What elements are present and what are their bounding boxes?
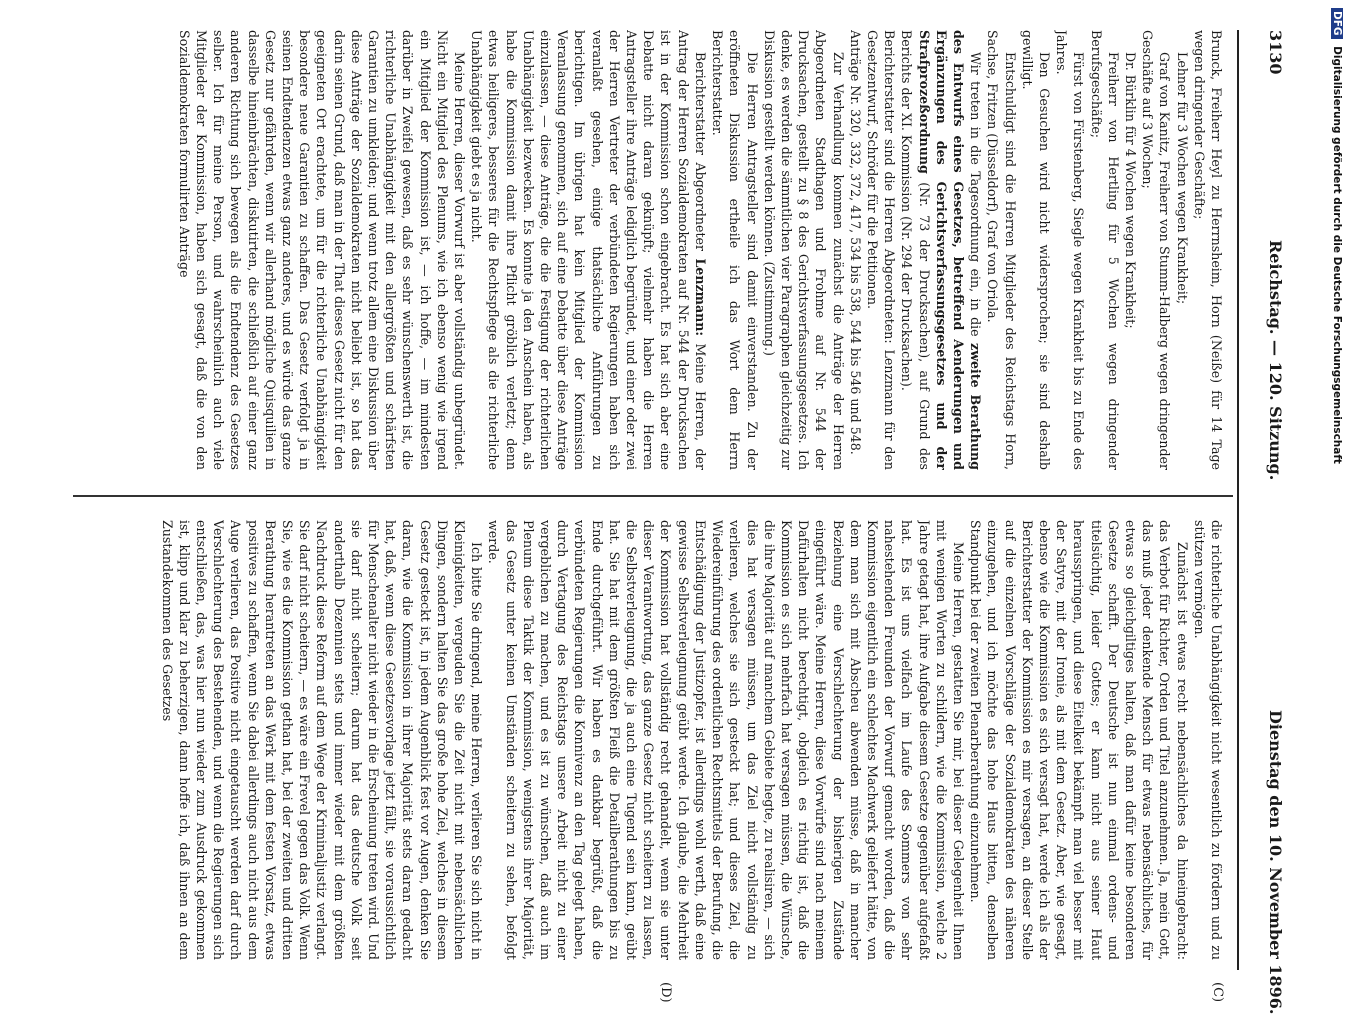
paragraph: Zunächst ist etwas recht nebensächliches da hineingebracht: das Verbot für Richter, Orden und Titel anzunehmen. Ja, mein Gott, das muß jeder denkende Mensch für etwas nebensächliches, für etwas so gleichgiltiges halten, daß man dafür keine besonderen Gesetze schafft. Der Deutsche ist nun einmal ordens- und titelsüchtig, leider Gottes; er kann nicht aus seiner Haut herausspringen, und diese Eitelkeit bekämpft man viel besser mit der Satyre, mit der Ironie, als mit dem Gesetz. Aber, wie gesagt, ebenso wie die Kommission es sich versagt hat, werde ich als der Berichterstatter der Kommission es mir versagen, an dieser Stelle auf die einzelnen Vorschläge der Sozialdemokraten des näheren einzugehen, und ich möchte das hohe Haus bitten, denselben Standpunkt bei der zweiten Plenarberathung einzunehmen. [968,520,1190,960]
paragraph: Die Herren Antragsteller sind damit einverstanden. Zu der eröffneten Diskussion ertheile ich das Wort dem Herrn Berichterstatter. [710,30,760,470]
agenda-tail: (Nr. 73 der Drucksachen), auf Grund des Berichts der XI. Kommission (Nr. 294 der Drucksachen). [899,30,932,470]
leave-entry: Dr. Bürklin für 4 Wochen wegen Krankheit; [1122,52,1138,329]
paragraph: Den Gesuchen wird nicht widersprochen; sie sind deshalb gewilligt. [1019,30,1052,470]
right-column [115,520,1225,960]
paragraph: Zur Verhandlung kommen zunächst die Anträge der Herren Abgeordneten Stadthagen und Frohme auf Nr. 544 der Drucksachen, gestellt zu § 8 des Gerichtsverfassungsgesetzes. Ich denke, es werden die sämmtlichen vier Paragraphen gleichzeitig zur Diskussion gestellt werden können. (Zustimmung.) [761,30,846,470]
leave-entry: Brunck, Freiherr Heyl zu Herrnsheim, Horn (Neiße) für 14 Tage wegen dringender Geschäfte; [1191,30,1224,470]
speaker-name: Lenzmann: [692,258,708,337]
agenda-lead: Wir treten in die Tagesordnung ein, in die [968,52,984,337]
paragraph: Ich bitte Sie dringend, meine Herren, verlieren Sie sich nicht in Kleinigkeiten, vergeuden Sie die Zeit nicht mit nebensächlichen Dingen, sondern halten Sie das große hohe Ziel, welches in diesem Gesetz gesteckt ist, in jedem Augenblick fest vor Augen, denken Sie daran, wie die Kommission in ihrer Majorität stets daran gedacht hat, daß, wenn diese Gesetzesvorlage jetzt fällt, sie voraussichtlich für Menschenalter nicht wieder in die Erscheinung treten wird. Und sie darf nicht scheitern; darum hat das deutsche Volk seit anderthalb Dezennien stets und immer wieder mit dem größten Nachdruck diese Reform auf dem Wege der Kriminaljustiz verlangt. Sie darf nicht scheitern, — es wäre ein Frevel gegen das Volk. Wenn Sie, wie es die Kommission gethan hat, bei der zweiten und dritten Berathung herantreten an das Werk mit dem festen Vorsatz, etwas positives zu schaffen, wenn Sie dabei allerdings auch nicht aus dem Auge verlieren, das Positive nicht eingetauscht werden darf durch Verschlechterung des Bestehenden, und wenn die Regierungen sich entschließen, das, was hier nun wieder zum Ausdruck gekommen ist, klipp und klar zu beherzigen, dann hoffe ich, daß ihnen an dem Zustandekommen des Gesetzes [159,520,485,960]
rotated-page [65,30,1285,1014]
header-rule [1237,30,1239,970]
paragraph: Meine Herren, gestatten Sie mir, bei dieser Gelegenheit Ihnen mit wenigen Worten zu schildern, wie die Kommission, welche 2 Jahre getagt hat, ihre Aufgabe diesem Gesetze gegenüber aufgefaßt hat. Es ist uns vielfach im Laufe des Sommers von sehr nahestehenden Freunden der Vorwurf gemacht worden, daß die Kommission eigentlich ein schlechtes Machwerk geliefert hätte, von dem man sich mit Abscheu abwenden müsse, daß in mancher Beziehung eine Verschlechterung der bisherigen Zustände eingeführt wäre. Meine Herren, diese Vorwürfe sind nach meinem Dafürhalten nicht berechtigt, obgleich es richtig ist, daß die Kommission es sich mehrfach hat versagen müssen, die Wünsche, die ihre Majorität auf manchem Gebiete hegte, zu realisiren, — sich dies hat versagen müssen, um das Ziel nicht vollständig zu verlieren, welches sie sich gesteckt hat; und dieses Ziel, die Wiedereinführung des ordentlichen Rechtsmittels der Berufung, die Entschädigung der Justizopfer, ist allerdings wohl werth, daß eine gewisse Selbstverleugnung geübt werde. Ich glaube, die Mehrheit der Kommission hat vollständig recht gehandelt, wenn sie unter dieser Verantwortung, das ganze Gesetz nicht scheitern zu lassen, die Selbstverleugnung, die ja auch eine Tugend sein kann, geübt hat. Sie hat mit dem größten Fleiß die Detailberathungen bis zu Ende durchgeführt. Wir haben es dankbar begrüßt, daß die verbündeten Regierungen die Konnivenz an den Tag gelegt haben, durch Vertagung des Reichstags unsere Arbeit nicht zu einer vergeblichen zu machen, und es ist zu wünschen, daß auch im Plenum diese Taktik der Kommission, wenigstens ihrer Majorität, das Gesetz unter keinen Umständen scheitern zu sehen, befolgt werde. [486,520,966,960]
speaker-role: Berichterstatter Abgeordneter [692,52,708,251]
speech-paragraph [468,30,709,470]
digitization-credit [1331,8,1343,993]
margin-mark-d: (D) [658,982,673,1003]
leave-entry: Lehner für 3 Wochen wegen Krankheit; [1174,52,1190,305]
paragraph: Berichterstatter sind die Herren Abgeordneten: Lenzmann für den Gesetzentwurf, Schröder für die Petitionen. [864,30,898,470]
left-column [115,30,1225,470]
dfg-logo: DFG [1331,8,1343,39]
paragraph: Anträge Nr. 320, 332, 372, 417, 534 bis 538, 544 bis 546 und 548. [847,30,863,455]
session-date: Dienstag den 10. November 1896. [1266,710,1285,1014]
leave-entry: Graf von Kanitz, Freiherr von Stumm-Halberg wegen dringender Geschäfte auf 3 Wochen; [1140,30,1173,470]
leave-entry: Fürst von Fürstenberg, Siegle wegen Krankheit bis zu Ende des Jahres. [1054,30,1087,470]
speech-text: Meine Herren, der Antrag der Herren Sozialdemokraten auf Nr. 544 der Drucksachen ist in der Kommission schon eingebracht. Es hat sich aber eine Debatte nicht daran geknüpft; vielmehr haben die Herren Antragsteller ihre Anträge lediglich begründet, und einer oder zwei der Herren Vertreter der verbündeten Regierungen haben sich veranlaßt gesehen, einige thatsächliche Anführungen zu berichtigen. Im übrigen hat kein Mitglied der Kommission Veranlassung genommen, sich auf eine Debatte über diese Anträge einzulassen, — diese Anträge, die die Festigung der richterlichen Unabhängigkeit bezwecken. Es konnte ja den Anschein haben, als habe die Kommission damit ihre Pflicht gröblich verletzt; denn etwas heiligeres, besseres für die Rechtspflege als die richterliche Unabhängigkeit giebt es ja nicht. [469,30,708,470]
paragraph: Meine Herren, dieser Vorwurf ist aber vollständig unbegründet. Nicht ein Mitglied des Plenums, wie ich ebenso wenig wie irgend ein Mitglied der Kommission ist, — ich hoffe, — im mindesten darüber in Zweifel gewesen, daß es sehr wünschenswerth ist, die richterliche Unabhängigkeit mit den allergrößten und schärfsten Garantien zu umkleiden; und wenn trotz allem eine Diskussion über diese Anträge der Sozialdemokraten nicht beliebt ist, so hat das darin seinen Grund, daß man in der That dieses Gesetz nicht für den geeigneten Ort erachtete, um für die richterliche Unabhängigkeit besondere neue Garantien zu schaffen. Das Gesetz verfolgt ja in seinen Endtendenzen etwas ganz anderes, und es würde das ganze Gesetz nur gefährden, wenn wir allerhand mögliche Quisquilien in dasselbe hineinbrächten, diskutirten, die schließlich auf einer ganz anderen Richtung sich bewegen als die Endtendenz des Gesetzes selber. Ich für meine Person, und wahrscheinlich auch viele Mitglieder der Kommission, haben sich gesagt, daß die von den Sozialdemokraten formulirten Anträge [176,30,468,470]
leave-entry: Freiherr von Hertling für 5 Wochen wegen dringender Berufsgeschäfte; [1088,30,1121,470]
paragraph: die richterliche Unabhängigkeit nicht wesentlich zu fördern und zu stützen vermögen. [1191,520,1224,960]
margin-mark-c: (C) [1210,982,1225,1003]
column-divider [73,495,1233,497]
agenda-bill-title: zweite Berathung des Entwurfs eines Gesetzes, betreffend Aenderungen und Ergänzungen des Gerichtsverfassungsgesetzes und der Strafprozeßordnung [916,30,984,470]
paragraph: Entschuldigt sind die Herren Mitglieder des Reichstags Horn, Sachse, Fritzen (Düsseldorf), Graf von Oriola. [985,30,1018,470]
page-number: 3130 [1266,30,1285,75]
running-title: Reichstag. — 120. Sitzung. [1266,240,1285,481]
credit-text: Digitalisierung gefördert durch die Deutsche Forschungsgemeinschaft [1331,46,1343,464]
agenda-paragraph [898,30,984,470]
